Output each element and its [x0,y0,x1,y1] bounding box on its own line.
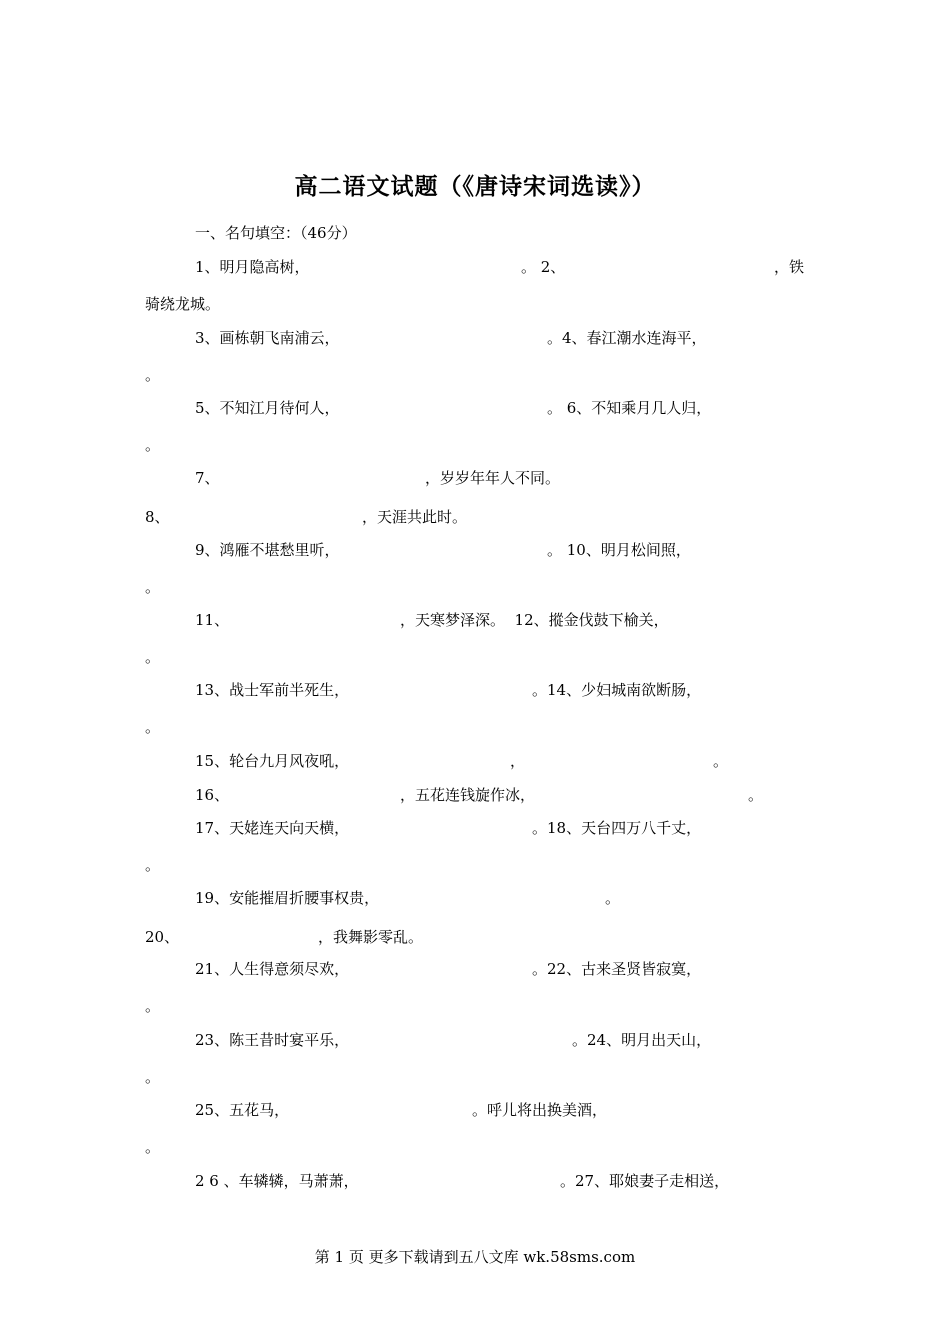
question-text: 。 [713,752,729,770]
question-text: 9、鸿雁不堪愁里听， [195,541,340,559]
question-text: 25、五花马， [195,1101,290,1119]
question-text: 13、战士军前半死生， [195,681,350,699]
page-footer: 第 1 页 更多下载请到五八文库 wk.58sms.com [314,1248,636,1266]
question-text: ，五花连钱旋作冰， [400,786,536,804]
question-text: 23、陈王昔时宴平乐， [195,1031,350,1049]
question-text: 。呼儿将出换美酒， [472,1101,608,1119]
question-text: 骑绕龙城。 [145,295,221,313]
question-text: 。22、古来圣贤皆寂寞， [532,960,702,978]
question-text: 19、安能摧眉折腰事权贵， [195,889,380,907]
question-text: 3、画栋朝飞南浦云， [195,329,340,347]
question-text: 。 [748,786,764,804]
question-text: 。4、春江潮水连海平， [547,329,707,347]
question-text: 16、 [195,786,230,804]
question-text: 。 [145,436,161,454]
question-text: 8、 [145,508,170,526]
question-text: 。27、耶娘妻子走相送， [560,1172,730,1190]
question-text: 。 [145,856,161,874]
question-text: ，岁岁年年人不同。 [425,469,561,487]
question-text: 11、 [195,611,230,629]
question-text: 。 6、不知乘月几人归， [547,399,712,417]
question-text: 。 [145,718,161,736]
page-title: 高二语文试题（《唐诗宋词选读》） [294,173,656,200]
question-text: 5、不知江月待何人， [195,399,340,417]
question-text: 17、天姥连天向天横， [195,819,350,837]
question-text: 7、 [195,469,220,487]
question-text: ，天涯共此时。 [362,508,468,526]
question-text: 。14、少妇城南欲断肠， [532,681,702,699]
question-text: 1、明月隐高树， [195,258,310,276]
question-text: ，我舞影零乱。 [318,928,424,946]
question-text: 。 [145,1068,161,1086]
question-text: 。 [605,889,621,907]
question-text: 。 [145,997,161,1015]
question-text: 15、轮台九月风夜吼， [195,752,350,770]
section-heading: 一、名句填空：（46分） [195,224,357,242]
question-text: 。 [145,578,161,596]
question-text: 。 [145,1138,161,1156]
question-text: ， [510,752,526,770]
question-text: 2 6 、车辚辚，马萧萧， [195,1172,359,1190]
question-text: 21、人生得意须尽欢， [195,960,350,978]
question-text: 。 2、 [521,258,566,276]
question-text: 20、 [145,928,180,946]
question-text: 。 [145,648,161,666]
question-text: 。 10、明月松间照， [547,541,691,559]
question-text: 。18、天台四万八千丈， [532,819,702,837]
question-text: ，天寒梦泽深。 12、摐金伐鼓下榆关， [400,611,669,629]
question-text: 。24、明月出天山， [572,1031,712,1049]
question-text: ，铁 [774,258,805,276]
question-text: 。 [145,366,161,384]
